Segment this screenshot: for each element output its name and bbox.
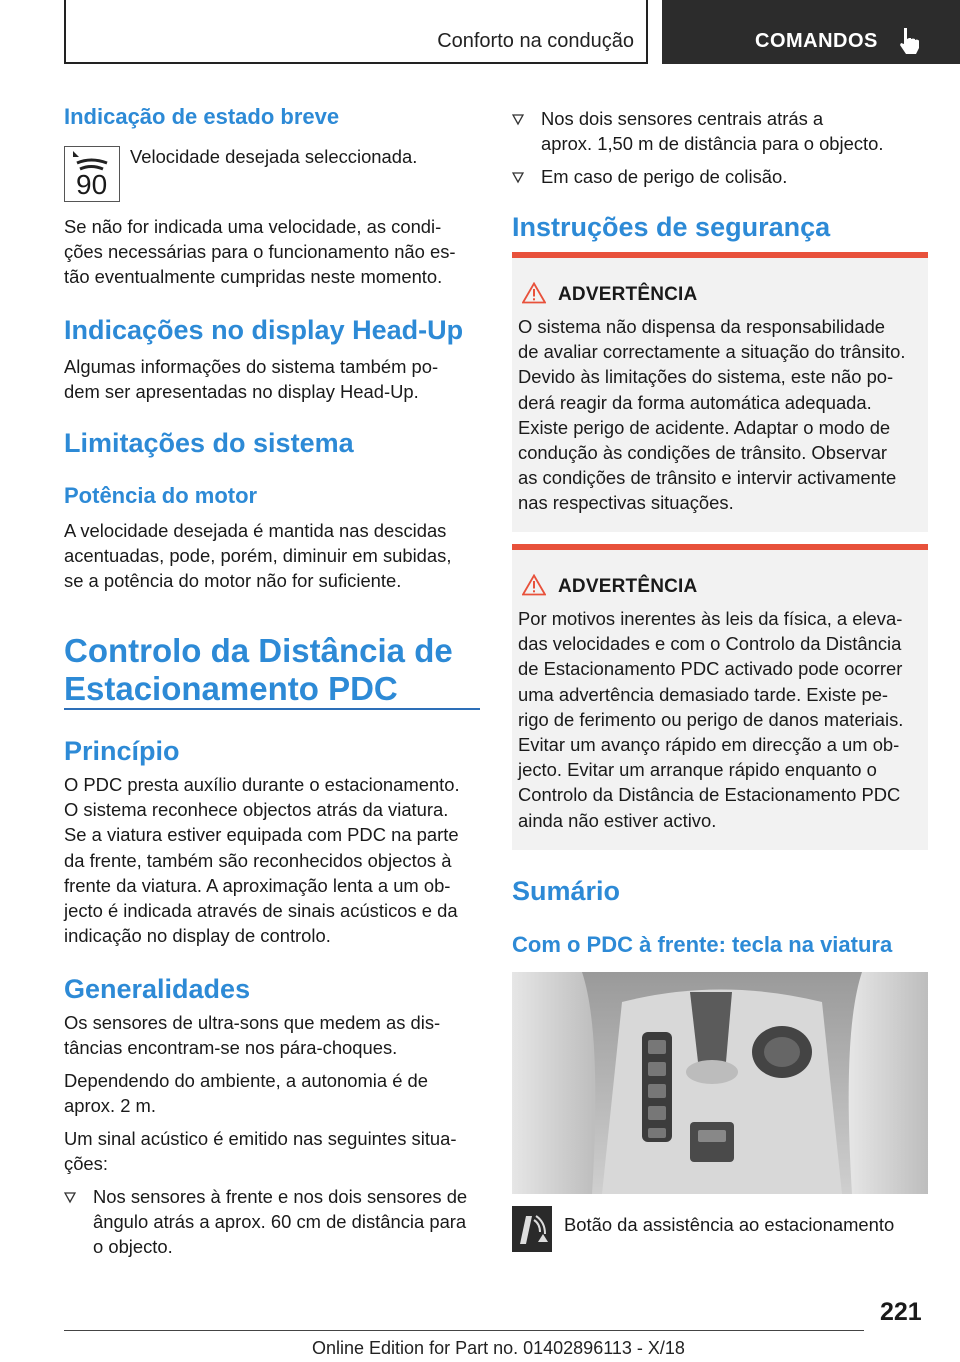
center-console-photo bbox=[512, 972, 928, 1194]
parking-assistant-button-icon bbox=[512, 1206, 552, 1252]
header-chapter-tab bbox=[662, 0, 960, 64]
footer-edition: Online Edition for Part no. 01402896113 - X/18 bbox=[312, 1338, 685, 1358]
heading-pdc: Controlo da Distância de Estacionamento PDC bbox=[64, 632, 453, 707]
heading-engine-power: Potência do motor bbox=[64, 483, 258, 508]
paragraph-acoustic: Um sinal acústico é emitido nas seguintes situa- ções: bbox=[64, 1128, 457, 1175]
warning-triangle-icon bbox=[522, 282, 546, 304]
status-caption: Velocidade desejada seleccionada. bbox=[130, 146, 418, 167]
warning-text: O sistema não dispensa da responsabilidade de avaliar correctamente a situação do trânsito. Devido às limitações do sistema, este não po- derá reagir da forma automática adequada. Existe perigo de acidente. Adaptar o modo de condução às condições de trânsito. Observar as condições de trânsito e intervir activamente nas respectivas situações. bbox=[518, 316, 906, 514]
pointing-hand-icon bbox=[896, 26, 926, 56]
heading-safety: Instruções de segurança bbox=[512, 212, 831, 242]
bullet-triangle-icon bbox=[64, 1192, 76, 1204]
section-divider bbox=[64, 708, 480, 710]
speed-display-icon bbox=[64, 146, 120, 202]
warning-box-1 bbox=[512, 252, 928, 532]
warning-title: ADVERTÊNCIA bbox=[558, 284, 698, 305]
bullet-triangle-icon bbox=[512, 114, 524, 126]
paragraph-range: Dependendo do ambiente, a autonomia é de aprox. 2 m. bbox=[64, 1070, 429, 1117]
heading-status-display: Indicação de estado breve bbox=[64, 104, 340, 129]
heading-principle: Princípio bbox=[64, 736, 180, 766]
heading-summary: Sumário bbox=[512, 876, 621, 906]
paragraph-sensors: Os sensores de ultra-sons que medem as dis- tâncias encontram-se nos pára-choques. bbox=[64, 1012, 441, 1059]
paragraph-head-up: Algumas informações do sistema também po- dem ser apresentadas no display Head-Up. bbox=[64, 356, 439, 403]
heading-front-pdc-button: Com o PDC à frente: tecla na viatura bbox=[512, 932, 893, 957]
warning-title: ADVERTÊNCIA bbox=[558, 576, 698, 597]
footer-divider bbox=[64, 1330, 864, 1331]
page-number: 221 bbox=[880, 1298, 922, 1326]
heading-head-up-display: Indicações no display Head-Up bbox=[64, 315, 464, 345]
paragraph-principle: O PDC presta auxílio durante o estacionamento. O sistema reconhece objectos atrás da viatura. Se a viatura estiver equipada com PDC na parte da frente, também são reconhecidos objectos à frente da viatura. A aproximação lenta a um ob- jecto é indicada através de sinais acústicos e da indicação no display de controlo. bbox=[64, 774, 460, 947]
heading-general: Generalidades bbox=[64, 974, 251, 1004]
header-section-tab bbox=[64, 0, 648, 64]
header-section-title: Conforto na condução bbox=[437, 30, 634, 52]
paragraph-speed-conditions: Se não for indicada uma velocidade, as condi- ções necessárias para o funcionamento não es- tão eventualmente cumpridas neste momento. bbox=[64, 216, 456, 288]
button-caption: Botão da assistência ao estacionamento bbox=[564, 1214, 895, 1235]
paragraph-engine-power: A velocidade desejada é mantida nas descidas acentuadas, pode, porém, diminuir em subidas, se a potência do motor não for suficiente. bbox=[64, 520, 452, 592]
heading-system-limits: Limitações do sistema bbox=[64, 428, 354, 458]
bullet-triangle-icon bbox=[512, 172, 524, 184]
warning-box-2 bbox=[512, 544, 928, 850]
warning-text: Por motivos inerentes às leis da física, a eleva- das velocidades e com o Controlo da Distância de Estacionamento PDC activado pode ocorrer uma advertência demasiado tarde. Existe pe- rigo de ferimento ou perigo de danos materiais. Evitar um avanço rápido em direcção a um ob- jecto. Evitar um arranque rápido enquanto o Controlo da Distância de Estacionamento PDC ainda não estiver activo. bbox=[518, 608, 904, 831]
header-chapter-title: COMANDOS bbox=[755, 30, 878, 52]
warning-triangle-icon bbox=[522, 574, 546, 596]
speed-icon-number: 90 bbox=[76, 169, 108, 200]
